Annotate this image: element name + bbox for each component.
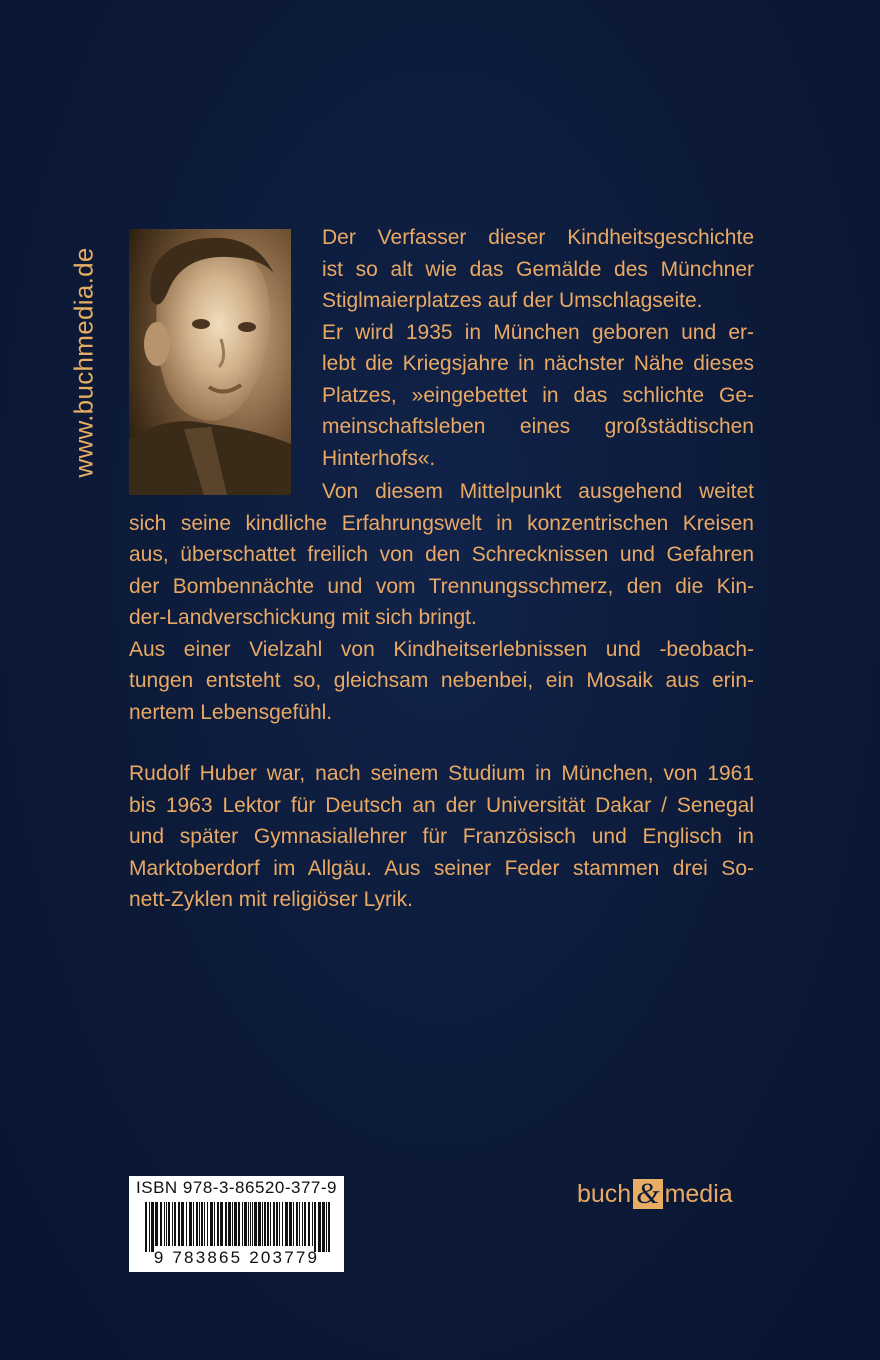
barcode-bar xyxy=(160,1202,162,1246)
text-line: nertem Lebensgefühl. xyxy=(129,700,333,724)
barcode-bar xyxy=(220,1202,223,1246)
barcode-bar xyxy=(196,1202,198,1246)
barcode-bar xyxy=(228,1202,231,1246)
barcode-bar xyxy=(312,1202,313,1246)
barcode-bar xyxy=(174,1202,176,1246)
text-line: der-Landverschickung mit sich bringt. xyxy=(129,606,477,629)
barcode-bar xyxy=(178,1202,180,1246)
text-line: lebt die Kriegsjahre in nächster Nähe dieses xyxy=(322,352,754,375)
paragraph-author-bio xyxy=(129,758,754,916)
barcode-bar xyxy=(276,1202,278,1246)
text-line: tungen entsteht so, gleichsam nebenbei, ein Mosaik aus erin- xyxy=(129,669,754,692)
barcode-bar xyxy=(289,1202,292,1246)
side-url xyxy=(58,230,110,495)
barcode-bar xyxy=(225,1202,227,1246)
barcode-bar xyxy=(267,1202,269,1246)
barcode-bar xyxy=(254,1202,257,1246)
barcode-bar xyxy=(299,1202,300,1246)
text-line: Rudolf Huber war, nach seinem Studium in München, von 1961 xyxy=(129,762,754,785)
barcode-bar xyxy=(308,1202,310,1246)
publisher-ampersand: & xyxy=(633,1179,662,1209)
text-line: Platzes, »eingebettet in das schlichte Ge- xyxy=(322,383,754,407)
isbn-label: ISBN 978-3-86520-377-9 xyxy=(136,1178,337,1197)
barcode-bar xyxy=(210,1202,213,1246)
barcode-bar xyxy=(314,1202,316,1252)
barcode-bar xyxy=(326,1202,327,1252)
barcode-bar xyxy=(258,1202,261,1246)
text-line: und später Gymnasiallehrer für Französisch und Englisch in xyxy=(129,825,754,848)
barcode-bar xyxy=(262,1202,263,1246)
barcode-bar xyxy=(318,1202,321,1252)
text-line: Stiglmaierplatzes auf der Umschlagseite. xyxy=(322,289,703,312)
barcode-bar xyxy=(242,1202,243,1246)
text-line: der Bombennächte und vom Trennungsschmerz, den die Kin- xyxy=(129,574,754,598)
barcode-bars xyxy=(145,1202,333,1252)
barcode-bar xyxy=(304,1202,306,1246)
paragraph-childhood xyxy=(129,476,754,728)
text-line: bis 1963 Lektor für Deutsch an der Universität Dakar / Senegal xyxy=(129,793,754,817)
author-photo-illustration xyxy=(129,229,291,495)
text-line: ist so alt wie das Gemälde des Münchner xyxy=(322,257,754,281)
barcode-bar xyxy=(328,1202,330,1252)
text-line: nett-Zyklen mit religiöser Lyrik. xyxy=(129,888,413,911)
barcode-bar xyxy=(193,1202,194,1246)
text-line: sich seine kindliche Erfahrungswelt in konzentrischen Kreisen xyxy=(129,511,754,535)
barcode-bar xyxy=(252,1202,253,1246)
barcode-bar xyxy=(149,1202,150,1252)
text-line: meinschaftsleben eines großstädtischen xyxy=(322,415,754,438)
barcode-bar xyxy=(151,1202,154,1252)
text-line: Von diesem Mittelpunkt ausgehend weitet xyxy=(322,480,754,503)
barcode-bar xyxy=(270,1202,271,1246)
barcode-bar xyxy=(264,1202,266,1246)
text-line: Aus einer Vielzahl von Kindheitserlebnissen und -beobach- xyxy=(129,637,754,661)
paragraph-intro xyxy=(322,222,754,474)
barcode-bar xyxy=(168,1202,170,1246)
barcode-bar xyxy=(248,1202,249,1246)
barcode-bar xyxy=(166,1202,167,1246)
publisher-word-media: media xyxy=(664,1179,733,1208)
text-line: Der Verfasser dieser Kindheitsgeschichte xyxy=(322,226,754,249)
barcode-bar xyxy=(207,1202,208,1246)
barcode-bar xyxy=(279,1202,280,1246)
barcode-bar xyxy=(322,1202,325,1252)
barcode-bar xyxy=(186,1202,187,1246)
barcode-bar xyxy=(250,1202,251,1246)
barcode-bar xyxy=(155,1202,158,1246)
barcode-bar xyxy=(164,1202,165,1246)
barcode-bar xyxy=(189,1202,192,1246)
barcode-bar xyxy=(282,1202,283,1246)
text-line: Er wird 1935 in München geboren und er- xyxy=(322,320,754,344)
barcode-bar xyxy=(232,1202,233,1246)
barcode-bar xyxy=(285,1202,288,1246)
barcode-bar xyxy=(238,1202,240,1246)
barcode-bar xyxy=(204,1202,205,1246)
publisher-word-buch: buch xyxy=(577,1179,632,1208)
barcode-bar xyxy=(244,1202,247,1246)
barcode-bar xyxy=(293,1202,294,1246)
barcode-bar xyxy=(296,1202,298,1246)
text-line: Marktoberdorf im Allgäu. Aus seiner Feder stammen drei So- xyxy=(129,856,754,880)
barcode-bar xyxy=(273,1202,275,1246)
author-photo xyxy=(129,229,291,495)
barcode-bar xyxy=(181,1202,184,1246)
text-line: aus, überschattet freilich von den Schrecknissen und Gefahren xyxy=(129,543,754,566)
barcode-bar xyxy=(302,1202,303,1246)
barcode-bar xyxy=(234,1202,237,1246)
isbn-barcode xyxy=(129,1176,344,1272)
barcode-bar xyxy=(214,1202,215,1246)
side-url-text: www.buchmedia.de xyxy=(68,247,99,478)
text-line: Hinterhofs«. xyxy=(322,446,436,470)
barcode-bar xyxy=(199,1202,200,1246)
publisher-logo xyxy=(577,1174,733,1214)
barcode-bar xyxy=(172,1202,173,1246)
barcode-bar xyxy=(201,1202,203,1246)
barcode-bar xyxy=(145,1202,147,1252)
barcode-digits: 9 783865 203779 xyxy=(153,1248,320,1267)
barcode-bar xyxy=(217,1202,219,1246)
